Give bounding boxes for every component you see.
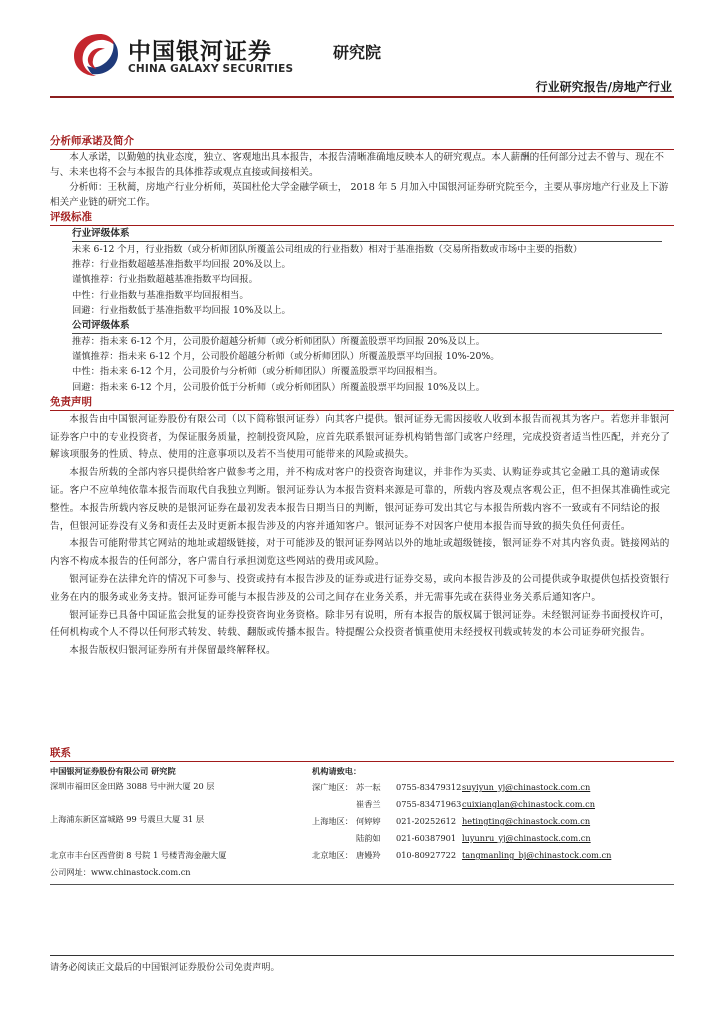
- analyst-commitment: 本人承诺，以勤勉的执业态度，独立、客观地出具本报告，本报告清晰准确地反映本人的研究观点。本人薪酬的任何部分过去不曾与、现在不与、未来也将不会与本报告的具体推荐或观点直接或间接相关。: [50, 152, 664, 178]
- contact-email-link[interactable]: suyiyun_yj@chinastock.com.cn: [462, 782, 591, 792]
- industry-rating-line: 中性：行业指数与基准指数平均回报相当。: [72, 289, 249, 301]
- contact-phone: 0755-83479312: [396, 782, 462, 792]
- company-rating-line: 回避：指未来 6-12 个月，公司股价低于分析师（或分析师团队）所覆盖股票平均回报 10%及以上。: [72, 381, 485, 393]
- page-footer: 请务必阅读正文最后的中国银河证券股份公司免责声明。: [50, 955, 674, 973]
- contact-region: 上海地区：: [312, 816, 353, 826]
- contact-region: 深广地区：: [312, 782, 353, 792]
- address-shenzhen: 深圳市福田区金田路 3088 号中洲大厦 20 层: [50, 781, 215, 791]
- contact-email-link[interactable]: hetingting@chinastock.com.cn: [462, 816, 591, 826]
- contact-email-link[interactable]: luyunru_yj@chinastock.com.cn: [462, 833, 591, 843]
- company-rating-line: 谨慎推荐：指未来 6-12 个月，公司股价超越分析师（或分析师团队）所覆盖股票平均回报 10%-20%。: [72, 351, 500, 363]
- disclaimer-paragraph: 本报告可能附带其它网站的地址或超级链接，对于可能涉及的银河证券网站以外的地址或超级链接，银河证券不对其内容负责。链接网站的内容不构成本报告的任何部分，客户需自行承担浏览这些网站的费用或风险。: [50, 538, 670, 568]
- rating-section-title: 评级标准: [50, 210, 674, 226]
- main-content: [50, 134, 674, 660]
- contact-phone: 0755-83471963: [396, 799, 462, 809]
- report-type: 行业研究报告/房地产行业: [535, 80, 672, 94]
- contact-phone: 021-20252612: [396, 816, 457, 826]
- company-logo: [70, 30, 382, 78]
- disclaimer-section-title: 免责声明: [50, 395, 674, 411]
- disclaimer-paragraph: 本报告版权归银河证券所有并保留最终解释权。: [69, 645, 276, 657]
- website-link[interactable]: www.chinastock.com.cn: [90, 867, 191, 877]
- galaxy-swirl-logo-icon: [70, 30, 122, 78]
- disclaimer-paragraph: 本报告所载的全部内容只提供给客户做参考之用，并不构成对客户的投资咨询建议，并非作为买卖、认购证券或其它金融工具的邀请或保证。客户不应单纯依靠本报告而取代自我独立判断。银河证券认为本报告资料来源是可靠的，所载内容及观点客观公正，但不担保其准确性或完整性。本报告所载内容反映的是银河证券在最初发表本报告日期当日的判断，银河证券可发出其它与本报告所载内容不一致或有不同结论的报告，但银河证券没有义务和责任去及时更新本报告涉及的内容并通知客户。银河证券不对因客户使用本报告而导致的损失负任何责任。: [50, 467, 671, 532]
- industry-rating-line: 谨慎推荐：行业指数超越基准指数平均回报。: [72, 274, 258, 286]
- disclaimer-paragraph: 银河证券已具备中国证监会批复的证券投资咨询业务资格。除非另有说明，所有本报告的版权属于银河证券。未经银河证券书面授权许可，任何机构或个人不得以任何形式转发、转载、翻版或传播本报告。特提醒公众投资者慎重使用未经授权刊载或转发的本公司证券研究报告。: [50, 609, 670, 639]
- contact-name: 苏一耘: [356, 782, 381, 792]
- contact-name: 何婷婷: [356, 816, 381, 826]
- address-beijing: 北京市丰台区西营街 8 号院 1 号楼青海金融大厦: [50, 850, 227, 860]
- company-website: [50, 867, 191, 877]
- disclaimer-paragraph: 银河证券在法律允许的情况下可参与、投资或持有本报告涉及的证券或进行证券交易，或向本报告涉及的公司提供或争取提供包括投资银行业务在内的服务或业务支持。银河证券可能与本报告涉及的公司之间存在业务关系，并无需事先或在获得业务关系后通知客户。: [50, 574, 670, 603]
- analyst-bio: 分析师：王秋蔺，房地产行业分析师，英国杜伦大学金融学硕士， 2018 年 5 月加入中国银河证券研究院至今，主要从事房地产行业及上下游相关产业链的研究工作。: [50, 182, 669, 208]
- contact-name: 陆韵如: [356, 833, 381, 843]
- contact-email-link[interactable]: cuixianglan@chinastock.com.cn: [462, 799, 596, 809]
- logo-chinese-name: 中国银河证券: [128, 39, 272, 65]
- contact-name: 崔香兰: [356, 799, 381, 809]
- industry-rating-title: 行业评级体系: [72, 227, 662, 242]
- contact-phone: 021-60387901: [396, 833, 457, 843]
- contact-section-title: 联系: [50, 746, 674, 762]
- address-shanghai: 上海浦东新区富城路 99 号震旦大厦 31 层: [50, 814, 205, 824]
- industry-rating-line: 回避：行业指数低于基准指数平均回报 10%及以上。: [72, 304, 291, 316]
- logo-institute: 研究院: [333, 43, 382, 62]
- header-divider: [50, 96, 674, 98]
- contact-divider: [50, 884, 674, 885]
- industry-rating-line: 推荐：行业指数超越基准指数平均回报 20%及以上。: [72, 259, 291, 271]
- company-rating-line: 推荐：指未来 6-12 个月，公司股价超越分析师（或分析师团队）所覆盖股票平均回报 20%及以上。: [72, 336, 485, 348]
- company-rating-title: 公司评级体系: [72, 319, 662, 334]
- contact-region: 北京地区：: [312, 850, 353, 860]
- company-rating-line: 中性：指未来 6-12 个月，公司股价与分析师（或分析师团队）所覆盖股票平均回报相当。: [72, 366, 443, 378]
- logo-english-name: CHINA GALAXY SECURITIES: [128, 63, 294, 75]
- disclaimer-paragraph: 本报告由中国银河证券股份有限公司（以下简称银河证券）向其客户提供。银河证券无需因接收人收到本报告而视其为客户。若您并非银河证券客户中的专业投资者，为保证服务质量，控制投资风险，应首先联系银河证券机构销售部门或客户经理，完成投资者适当性匹配，并充分了解该项服务的性质、特点、使用的注意事项以及若不当使用可能带来的风险或损失。: [50, 413, 671, 461]
- industry-rating-line: 未来 6-12 个月，行业指数（或分析师团队所覆盖公司组成的行业指数）相对于基准指数（交易所指数或市场中主要的指数）: [72, 244, 583, 255]
- company-name: 中国银河证券股份有限公司 研究院: [50, 766, 176, 776]
- contact-email-link[interactable]: tangmanling_bj@chinastock.com.cn: [462, 850, 612, 860]
- analyst-section-title: 分析师承诺及简介: [50, 134, 674, 150]
- agency-title: 机构请致电：: [312, 766, 362, 776]
- contact-phone: 010-80927722: [396, 850, 457, 860]
- website-label: 公司网址：: [50, 867, 91, 877]
- contact-name: 唐嫚羚: [356, 850, 381, 860]
